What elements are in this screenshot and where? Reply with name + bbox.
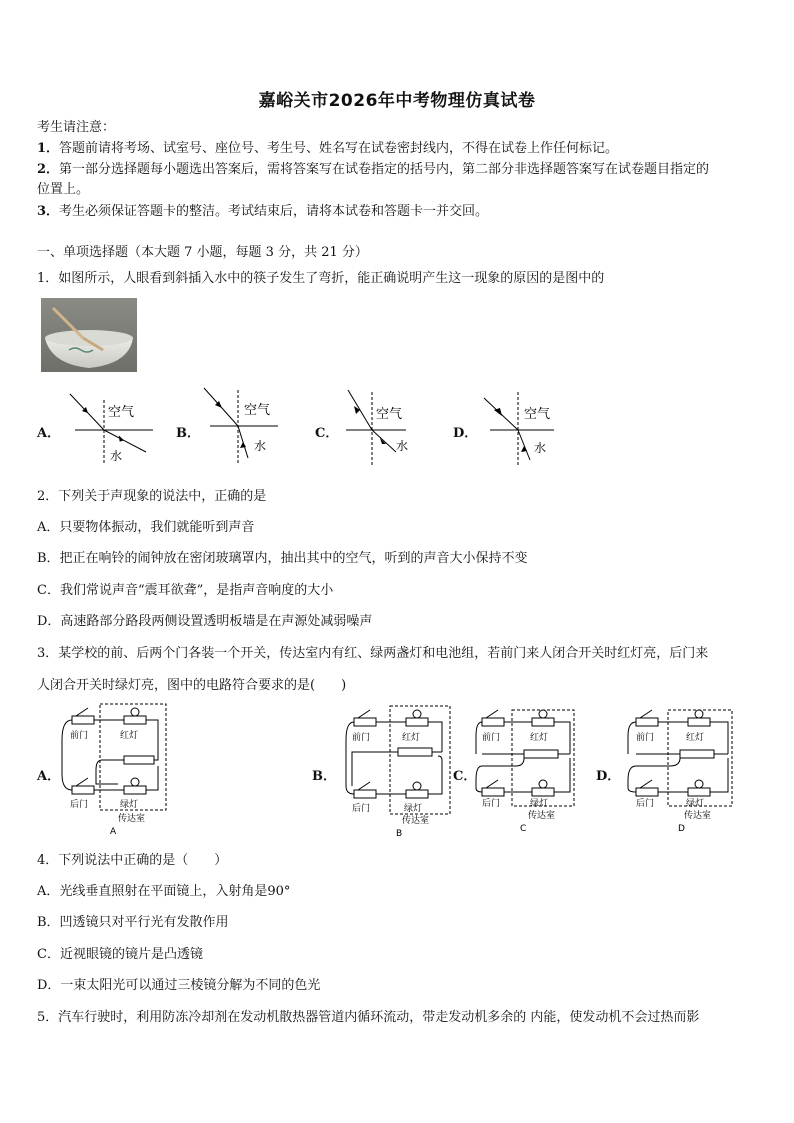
wire <box>504 758 570 792</box>
back-door-label: 后门 <box>352 804 371 814</box>
caption-a: A <box>110 827 117 837</box>
wire <box>482 758 524 766</box>
notice-item-1-text: 答题前请将考场、试室号、座位号、考生号、姓名写在试卷密封线内，不得在试卷上作任何标记。 <box>59 141 619 156</box>
section-heading: 一、单项选择题（本大题 7 小题，每题 3 分，共 21 分） <box>37 245 368 260</box>
ray-in-water <box>518 430 530 460</box>
red-light-label: 红灯 <box>120 731 139 741</box>
question-4-stem: 4．下列说法中正确的是（ ） <box>37 853 228 868</box>
green-lamp-base <box>688 788 710 796</box>
switch-lever <box>358 782 370 790</box>
bulb-icon <box>539 710 547 718</box>
front-switch <box>636 718 658 726</box>
air-label: 空气 <box>524 407 551 422</box>
room-label: 传达室 <box>402 816 430 826</box>
green-light-label: 绿灯 <box>686 799 705 809</box>
question-3-stem-line1: 3．某学校的前、后两个门各装一个开关，传达室内有红、绿两盏灯和电池组，若前门来人闭合开关时红灯亮，后门来 <box>37 646 709 661</box>
q3-circuit-d <box>618 700 748 840</box>
red-light-label: 红灯 <box>530 733 549 743</box>
switch-lever <box>76 708 88 716</box>
back-switch <box>354 790 376 798</box>
bulb-icon <box>539 780 547 788</box>
question-1-stem: 1．如图所示，人眼看到斜插入水中的筷子发生了弯折，能正确说明产生这一现象的原因的是图中的 <box>37 271 605 286</box>
front-switch <box>482 718 504 726</box>
arrow-icon <box>354 406 360 414</box>
notice-item-2-cont: 位置上。 <box>37 182 90 197</box>
switch-lever <box>640 780 652 788</box>
green-light-label: 绿灯 <box>530 799 549 809</box>
battery-icon <box>524 750 558 758</box>
q3-circuit-c <box>474 700 594 840</box>
notice-item-1-number: 1． <box>37 141 60 156</box>
bulb-icon <box>695 780 703 788</box>
q2-option-a: A．只要物体振动，我们就能听到声音 <box>37 520 255 535</box>
q3-option-b-label: B． <box>312 769 336 784</box>
q1-diagram-b <box>198 386 298 468</box>
room-label: 传达室 <box>684 811 712 821</box>
notice-item-1 <box>37 140 618 158</box>
page-title: 嘉峪关市2026年中考物理仿真试卷 <box>258 91 536 111</box>
question-5-stem: 5．汽车行驶时，利用防冻冷却剂在发动机散热器管道内循环流动，带走发动机多余的 内能，使发动机不会过热而影 <box>37 1010 700 1025</box>
q4-option-a: A．光线垂直照射在平面镜上，入射角是90° <box>37 884 291 899</box>
water-label: 水 <box>396 439 409 453</box>
back-door-label: 后门 <box>636 799 655 809</box>
q3-circuit-a <box>58 700 178 840</box>
arrow-icon <box>380 438 386 444</box>
green-lamp-base <box>124 786 146 794</box>
q3-option-d-label: D． <box>596 769 621 784</box>
q1-diagram-a <box>60 386 160 468</box>
q4-option-b: B．凹透镜只对平行光有发散作用 <box>37 915 229 930</box>
green-lamp-base <box>406 790 428 798</box>
front-door-label: 前门 <box>482 733 501 743</box>
q4-option-c: C．近视眼镜的镜片是凸透镜 <box>37 947 203 962</box>
front-switch <box>354 718 376 726</box>
red-lamp-base <box>406 718 428 726</box>
front-door-label: 前门 <box>636 733 655 743</box>
room-label: 传达室 <box>528 811 556 821</box>
notice-item-3 <box>37 203 488 221</box>
q1-diagram-c <box>340 386 440 468</box>
ray-in-water <box>372 430 396 452</box>
battery-icon <box>680 750 714 758</box>
water-label: 水 <box>254 439 267 453</box>
q1-option-d-label: D． <box>453 426 478 441</box>
red-light-label: 红灯 <box>402 733 421 743</box>
bulb-icon <box>131 778 139 786</box>
front-switch <box>72 716 94 724</box>
question-3-stem-line2: 人闭合开关时绿灯亮，图中的电路符合要求的是( ) <box>37 678 347 693</box>
q3-option-a-label: A． <box>37 769 61 784</box>
green-lamp-base <box>532 788 554 796</box>
water-label: 水 <box>110 449 123 463</box>
q1-option-b-label: B． <box>176 426 200 441</box>
q2-option-c: C．我们常说声音“震耳欲聋”，是指声音响度的大小 <box>37 583 334 598</box>
switch-lever <box>640 710 652 718</box>
red-lamp-base <box>532 718 554 726</box>
red-lamp-base <box>688 718 710 726</box>
back-door-label: 后门 <box>482 799 501 809</box>
q3-circuit-b <box>342 700 462 840</box>
wire <box>636 758 680 766</box>
notice-item-2-text: 第一部分选择题每小题选出答案后，需将答案写在试卷指定的括号内，第二部分非选择题答案写在试卷题目指定的 <box>59 162 710 177</box>
notice-item-2-number: 2． <box>37 162 60 177</box>
room-label: 传达室 <box>118 814 146 824</box>
q1-diagram-d <box>476 386 576 468</box>
q2-option-b: B．把正在响铃的闹钟放在密闭玻璃罩内，抽出其中的空气，听到的声音大小保持不变 <box>37 551 528 566</box>
caption-d: D <box>678 824 685 834</box>
battery-icon <box>124 756 154 764</box>
notice-item-3-text: 考生必须保证答题卡的整洁。考试结束后，请将本试卷和答题卡一并交回。 <box>59 204 489 219</box>
notice-item-3-number: 3． <box>37 204 60 219</box>
switch-lever <box>76 778 88 786</box>
back-switch <box>72 786 94 794</box>
bulb-icon <box>413 782 421 790</box>
arrow-icon <box>240 442 246 448</box>
wire <box>376 756 442 794</box>
q1-option-c-label: C． <box>315 426 339 441</box>
back-switch <box>636 788 658 796</box>
red-light-label: 红灯 <box>686 733 705 743</box>
back-door-label: 后门 <box>70 800 89 810</box>
front-door-label: 前门 <box>70 731 89 741</box>
front-door-label: 前门 <box>352 733 371 743</box>
notice-heading: 考生请注意： <box>37 120 116 135</box>
red-lamp-base <box>124 716 146 724</box>
q2-option-d: D．高速路部分路段两侧设置透明板墙是在声源处减弱噪声 <box>37 614 373 629</box>
green-light-label: 绿灯 <box>120 800 139 810</box>
back-switch <box>482 788 504 796</box>
switch-lever <box>358 710 370 718</box>
bulb-icon <box>695 710 703 718</box>
notice-item-2 <box>37 161 709 179</box>
arrow-icon <box>118 435 125 442</box>
wire <box>352 752 442 786</box>
question-2-stem: 2．下列关于声现象的说法中，正确的是 <box>37 489 267 504</box>
air-label: 空气 <box>108 405 135 420</box>
q3-option-c-label: C． <box>453 769 477 784</box>
q1-option-a-label: A． <box>37 426 61 441</box>
air-label: 空气 <box>244 403 271 418</box>
bulb-icon <box>413 710 421 718</box>
q4-option-d: D．一束太阳光可以通过三棱镜分解为不同的色光 <box>37 978 321 993</box>
air-label: 空气 <box>376 407 403 422</box>
chopstick-bowl-photo <box>41 298 137 372</box>
battery-icon <box>398 748 432 756</box>
green-light-label: 绿灯 <box>404 804 423 814</box>
caption-c: C <box>520 824 527 834</box>
switch-lever <box>486 780 498 788</box>
water-label: 水 <box>534 441 547 455</box>
switch-lever <box>486 710 498 718</box>
bulb-icon <box>131 708 139 716</box>
wire <box>628 722 636 792</box>
caption-b: B <box>396 829 403 839</box>
